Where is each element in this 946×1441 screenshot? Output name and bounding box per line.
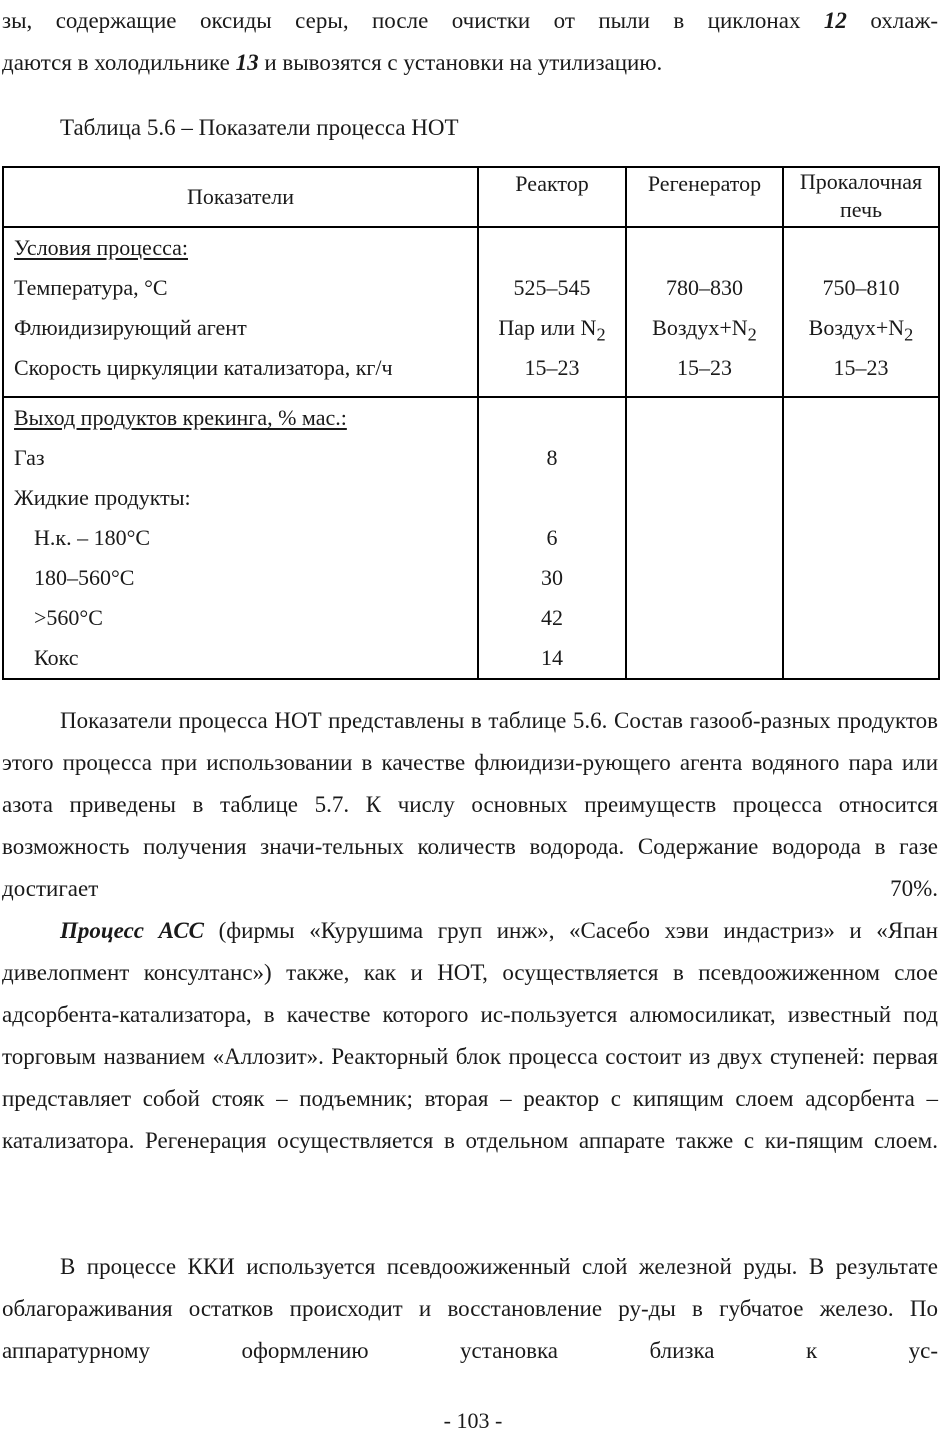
- cell-value: 42: [541, 605, 563, 630]
- top-text-line-2: даются в холодильнике 13 и вывозятся с установки на утилизацию.: [2, 50, 663, 75]
- header-furnace: Прокалочная печь: [783, 167, 939, 227]
- row-label: Кокс: [34, 645, 79, 670]
- conditions-regenerator: [626, 227, 783, 397]
- paragraph-1: Показатели процесса НОТ представлены в таблице 5.6. Состав газооб-разных продуктов этого процесса при использовании в качестве флюидизи-рующего агента водяного пара или азота приведены в таблице 5.7. К числу основных преимуществ процесса относится возможность получения значи-тельных количеств водорода. Содержание водорода в газе достигает 70%.: [2, 708, 938, 901]
- header-indicators: Показатели: [3, 167, 478, 227]
- row-label: 180–560°С: [34, 565, 135, 590]
- section-title: Выход продуктов крекинга, % мас.:: [14, 405, 347, 430]
- cell-value: 14: [541, 645, 563, 670]
- paragraph-3: В процессе ККИ используется псевдоожиженный слой железной руды. В результате облагораживания остатков происходит и восстановление ру-ды в губчатое железо. По аппаратурному оформлению установка близка к ус-: [2, 1254, 938, 1363]
- cell-value: $Воздух+N_2$: [652, 315, 757, 345]
- cell-value: 15–23: [677, 355, 732, 380]
- row-label: Скорость циркуляции катализатора, кг/ч: [14, 355, 393, 380]
- row-label: Н.к. – 180°С: [34, 525, 151, 550]
- cell-value: 750–810: [822, 275, 900, 300]
- cell-value: 6: [546, 525, 558, 550]
- cell-value: [479, 478, 625, 518]
- row-label: Флюидизирующий агент: [14, 315, 247, 340]
- table-header-row: [3, 167, 939, 227]
- header-regenerator: Регенератор: [626, 167, 783, 227]
- conditions-labels: [3, 227, 478, 397]
- conditions-furnace: [783, 227, 939, 397]
- row-label: Жидкие продукты:: [14, 485, 191, 510]
- cell-value: 525–545: [513, 275, 591, 300]
- section-title: Условия процесса:: [14, 235, 188, 260]
- row-label: Температура, °С: [14, 275, 168, 300]
- section-cracking-yield: [3, 397, 939, 679]
- conditions-reactor: [478, 227, 626, 397]
- section-process-conditions: [3, 227, 939, 397]
- top-text-line-1: зы, содержащие оксиды серы, после очистки от пыли в циклонах 12 охлаж-: [2, 8, 938, 33]
- paragraph-2-heading: Процесс АСС: [60, 918, 205, 943]
- row-label: >560°С: [34, 605, 103, 630]
- paragraph-2: Процесс АСС (фирмы «Курушима груп инж», «Сасебо хэви индастриз» и «Япан дивелопмент консултанс») также, как и НОТ, осуществляется в псевдоожиженном слое адсорбента-катализатора, в качестве которого ис-пользуется алюмосиликат, известный под торговым названием «Аллозит». Реакторный блок процесса состоит из двух ступеней: первая представляет собой стояк – подъемник; вторая – реактор с кипящим слоем адсорбента – катализатора. Регенерация осуществляется в отдельном аппарате также с ки-пящим слоем.: [2, 918, 938, 1153]
- page-number: - 103 -: [443, 1408, 503, 1433]
- cell-value: 780–830: [666, 275, 743, 300]
- cell-value: $Воздух+N_2$: [808, 315, 914, 345]
- yield-regenerator: [626, 397, 783, 679]
- cell-value: 15–23: [833, 355, 889, 380]
- yield-furnace: [783, 397, 939, 679]
- header-reactor: Реактор: [478, 167, 626, 227]
- table-caption: Таблица 5.6 – Показатели процесса НОТ: [60, 115, 459, 140]
- yield-labels: [3, 397, 478, 679]
- cell-value: 15–23: [524, 355, 580, 380]
- process-indicators-table: [2, 166, 940, 680]
- cell-value: Пар или $N_2$: [498, 315, 606, 345]
- yield-reactor: [478, 397, 626, 679]
- cell-value: 8: [546, 445, 558, 470]
- cell-value: 30: [541, 565, 563, 590]
- row-label: Газ: [14, 445, 45, 470]
